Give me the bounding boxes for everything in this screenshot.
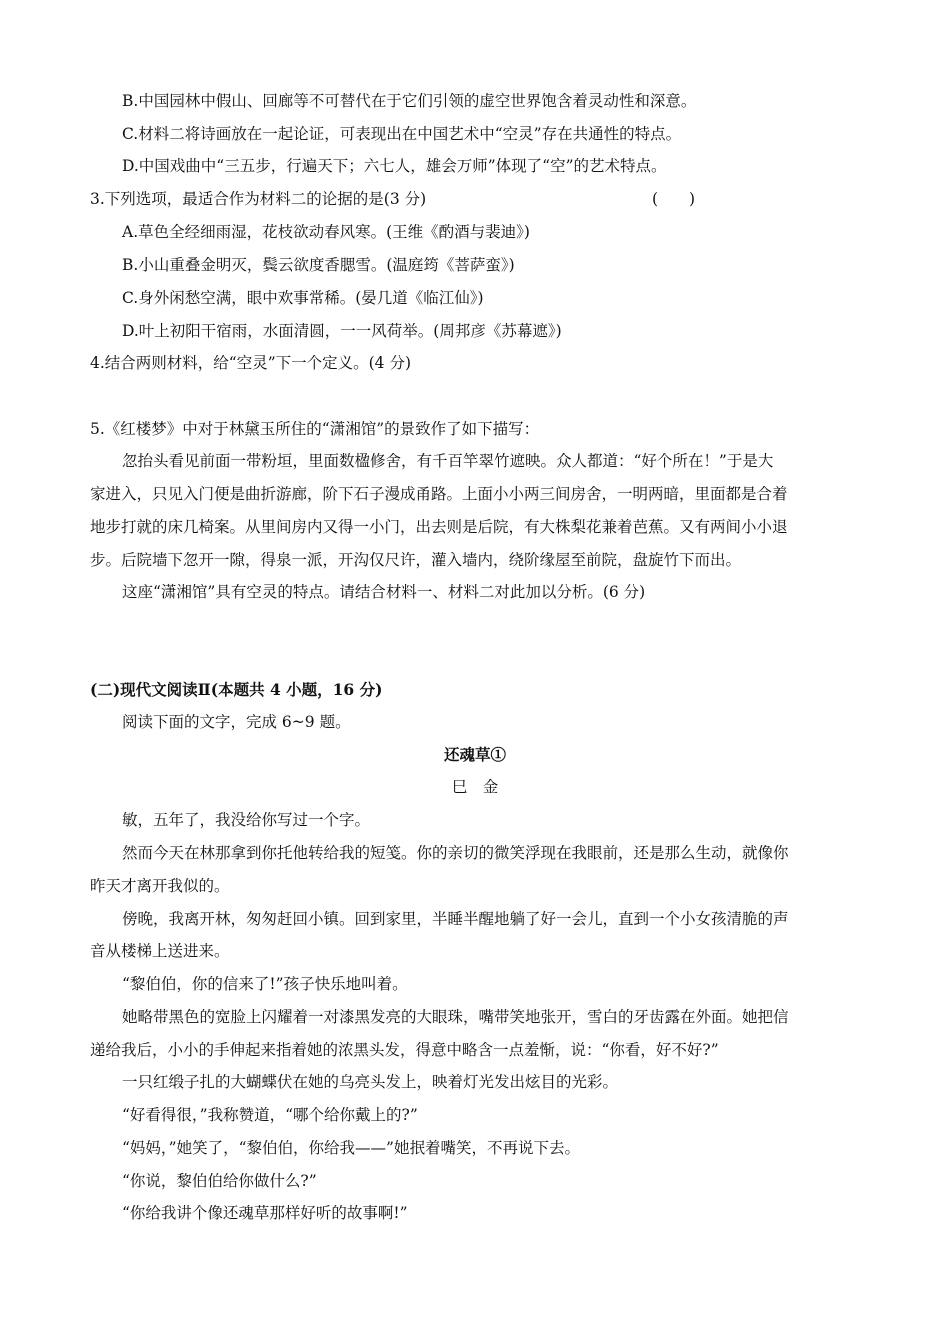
story-line: 敏，五年了，我没给你写过一个字。 (122, 811, 371, 829)
story-line: 一只红缎子扎的大蝴蝶伏在她的乌亮头发上，映着灯光发出炫目的光彩。 (122, 1073, 619, 1091)
section-heading: (二)现代文阅读Ⅱ(本题共 4 小题，16 分) (90, 680, 383, 699)
reading-instruction: 阅读下面的文字，完成 6~9 题。 (122, 713, 351, 731)
q5-stem: 5.《红楼梦》中对于林黛玉所住的“潇湘馆”的景致作了如下描写： (90, 420, 540, 438)
q3-option-a: A.草色全经细雨湿，花枝欲动春风寒。(王维《酌酒与裴迪》) (122, 223, 530, 241)
story-line: 音从楼梯上送进来。 (90, 942, 230, 960)
story-line: “妈妈，”她笑了，“黎伯伯，你给我——”她抿着嘴笑，不再说下去。 (122, 1139, 580, 1157)
story-line: “你给我讲个像还魂草那样好听的故事啊!” (122, 1204, 408, 1222)
story-line: “黎伯伯，你的信来了!”孩子快乐地叫着。 (122, 975, 408, 993)
story-line: 递给我后，小小的手伸起来指着她的浓黑头发，得意中略含一点羞惭，说：“你看，好不好?” (90, 1041, 719, 1059)
q3-option-c: C.身外闲愁空满，眼中欢事常稀。(晏几道《临江仙》) (122, 289, 484, 307)
q4-stem: 4.结合两则材料，给“空灵”下一个定义。(4 分) (90, 354, 412, 372)
q5-passage-line: 忽抬头看见前面一带粉垣，里面数楹修舍，有千百竿翠竹遮映。众人都道：“好个所在！”于是大 (122, 452, 774, 470)
q5-task: 这座“潇湘馆”具有空灵的特点。请结合材料一、材料二对此加以分析。(6 分) (122, 583, 646, 601)
q3-option-d: D.叶上初阳干宿雨，水面清圆，一一风荷举。(周邦彦《苏幕遮》) (122, 322, 562, 340)
story-title: 还魂草① (443, 745, 506, 764)
q2-option-c: C.材料二将诗画放在一起论证，可表现出在中国艺术中“空灵”存在共通性的特点。 (122, 125, 682, 143)
q5-passage-line: 家进入，只见入门便是曲折游廊，阶下石子漫成甬路。上面小小两三间房舍，一明两暗，里面都是合着 (90, 485, 788, 503)
answer-bracket: ( ) (652, 190, 696, 208)
q5-passage-line: 地步打就的床几椅案。从里间房内又得一小门，出去则是后院，有大株梨花兼着芭蕉。又有两间小小退 (90, 518, 788, 536)
story-author: 巳 金 (451, 778, 499, 796)
q3-stem: 3.下列选项，最适合作为材料二的论据的是(3 分) (90, 190, 427, 208)
q5-passage-line: 步。后院墙下忽开一隙，得泉一派，开沟仅尺许，灌入墙内，绕阶缘屋至前院，盘旋竹下而出。 (90, 551, 742, 569)
story-line: 傍晚，我离开林，匆匆赶回小镇。回到家里，半睡半醒地躺了好一会儿，直到一个小女孩清脆的声 (122, 910, 789, 928)
story-line: “你说，黎伯伯给你做什么?” (122, 1172, 317, 1190)
q3-option-b: B.小山重叠金明灭，鬓云欲度香腮雪。(温庭筠《菩萨蛮》) (122, 256, 515, 274)
q2-option-d: D.中国戏曲中“三五步，行遍天下；六七人，雄会万师”体现了“空”的艺术特点。 (122, 157, 667, 175)
story-line: “好看得很，”我称赞道，“哪个给你戴上的?” (122, 1106, 418, 1124)
story-line: 然而今天在林那拿到你托他转给我的短笺。你的亲切的微笑浮现在我眼前，还是那么生动，就像你 (122, 844, 789, 862)
q2-option-b: B.中国园林中假山、回廊等不可替代在于它们引领的虚空世界饱含着灵动性和深意。 (122, 92, 697, 110)
story-line: 昨天才离开我似的。 (90, 877, 230, 895)
story-line: 她略带黑色的宽脸上闪耀着一对漆黑发亮的大眼珠，嘴带笑地张开，雪白的牙齿露在外面。她把信 (122, 1008, 789, 1026)
